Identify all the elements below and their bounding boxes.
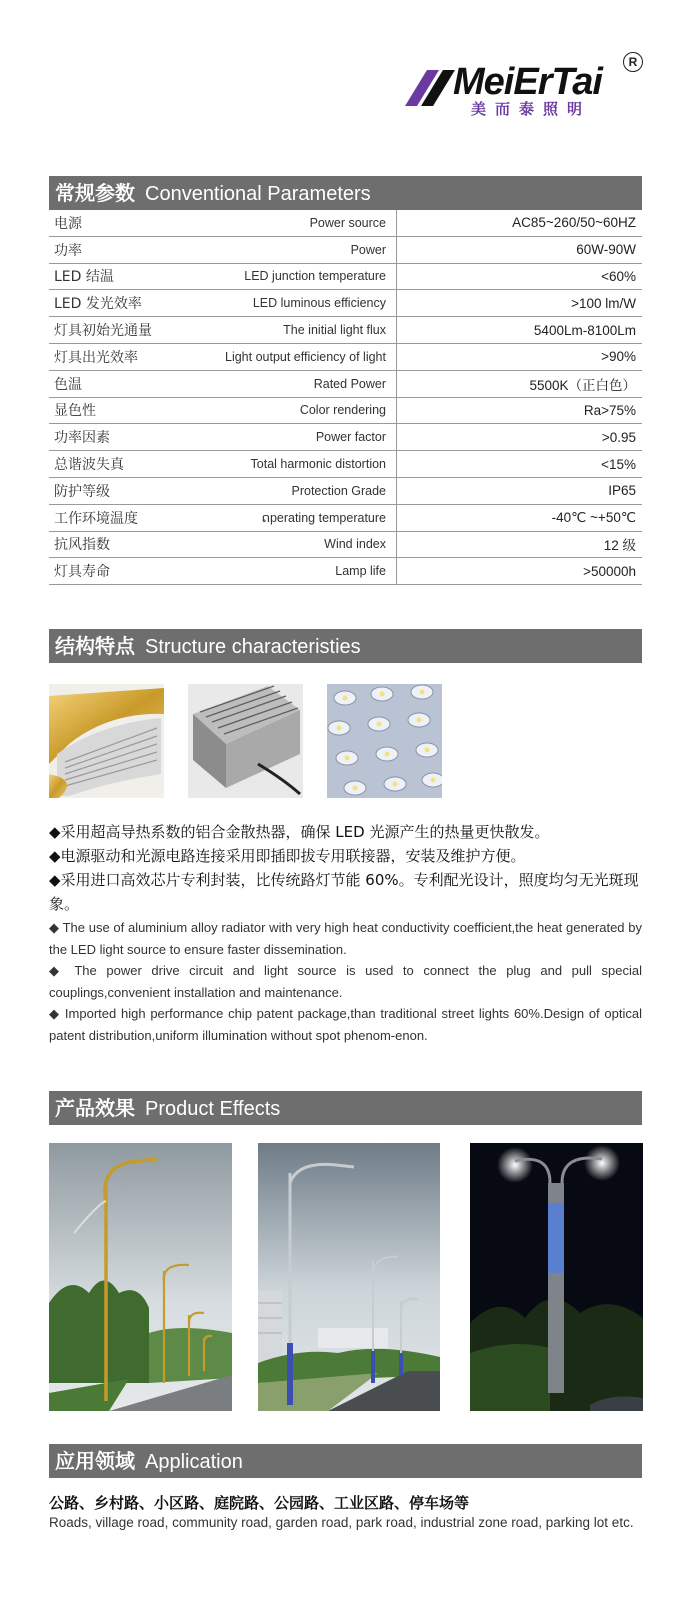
param-value: 5400Lm-8100Lm: [397, 317, 643, 344]
param-name-zh: 灯具初始光通量: [49, 317, 204, 344]
param-name-en: LED junction temperature: [204, 263, 397, 290]
param-name-en: Power factor: [204, 424, 397, 451]
structure-bullets-en: [49, 917, 642, 1046]
param-name-zh: 灯具寿命: [49, 558, 204, 585]
params-row: [49, 236, 642, 263]
param-value: 60W-90W: [397, 236, 643, 263]
params-row: [49, 210, 642, 236]
application-text-zh: 公路、乡村路、小区路、庭院路、公园路、工业区路、停车场等: [49, 1494, 470, 1512]
param-name-en: Total harmonic distortion: [204, 451, 397, 478]
structure-photo-radiator: [188, 684, 303, 798]
params-row: [49, 290, 642, 317]
structure-bullets-zh: [49, 820, 644, 916]
brand-logo: [405, 48, 645, 118]
param-name-en: The initial light flux: [204, 317, 397, 344]
structure-photo-heatsink: [49, 684, 164, 798]
bullet-en-2: ◆ The power drive circuit and light source is used to connect the plug and pull special couplings,convenient installation and maintenance.: [49, 963, 642, 1000]
param-name-en: Lamp life: [204, 558, 397, 585]
params-row: [49, 504, 642, 531]
params-row: [49, 424, 642, 451]
param-value: Ra>75%: [397, 397, 643, 424]
param-name-en: LED luminous efficiency: [204, 290, 397, 317]
param-value: >0.95: [397, 424, 643, 451]
param-name-en: Power: [204, 236, 397, 263]
param-name-en: Rated Power: [204, 370, 397, 397]
params-row: [49, 343, 642, 370]
structure-photo-led-chips: [327, 684, 442, 798]
effect-photo-city-road: [258, 1143, 440, 1411]
param-name-zh: 防护等级: [49, 477, 204, 504]
param-name-zh: 总谐波失真: [49, 451, 204, 478]
param-value: IP65: [397, 477, 643, 504]
section-header-application: [49, 1444, 642, 1478]
registered-mark: R: [623, 52, 643, 72]
param-value: 5500K（正白色）: [397, 370, 643, 397]
section-title-en: Structure characteristies: [145, 636, 361, 658]
bullet-zh-2: ◆电源驱动和光源电路连接采用即插即拔专用联接器，安装及维护方便。: [49, 847, 526, 865]
logo-mark-icon: [405, 66, 455, 106]
section-title-zh: 应用领域: [55, 1449, 135, 1473]
params-row: [49, 263, 642, 290]
param-name-zh: LED 发光效率: [49, 290, 204, 317]
param-name-zh: 工作环境温度: [49, 504, 204, 531]
param-name-en: ດperating temperature: [204, 504, 397, 531]
params-row: [49, 397, 642, 424]
params-row: [49, 477, 642, 504]
param-name-zh: 电源: [49, 210, 204, 236]
section-title-en: Application: [145, 1451, 243, 1473]
effect-photo-night: [470, 1143, 643, 1411]
param-value: >50000h: [397, 558, 643, 585]
params-row: [49, 558, 642, 585]
param-name-en: Wind index: [204, 531, 397, 558]
section-header-params: [49, 176, 642, 210]
section-title-en: Product Effects: [145, 1098, 281, 1120]
section-title-zh: 结构特点: [55, 634, 135, 658]
params-row: [49, 317, 642, 344]
section-title-zh: 产品效果: [55, 1096, 135, 1120]
logo-brand-text: MeiErTai: [453, 61, 602, 103]
param-name-zh: 灯具出光效率: [49, 343, 204, 370]
param-value: >90%: [397, 343, 643, 370]
param-name-en: Color rendering: [204, 397, 397, 424]
param-name-zh: 功率: [49, 236, 204, 263]
logo-brand-cn: 美而泰照明: [471, 100, 592, 118]
section-header-structure: [49, 629, 642, 663]
param-value: 12 级: [397, 531, 643, 558]
params-row: [49, 531, 642, 558]
params-row: [49, 451, 642, 478]
application-text-en: Roads, village road, community road, garden road, park road, industrial zone road, parking lot etc.: [49, 1515, 634, 1530]
param-name-zh: 功率因素: [49, 424, 204, 451]
bullet-zh-3: ◆采用进口高效芯片专利封装，比传统路灯节能 60%。专利配光设计，照度均匀无光斑现象。: [49, 871, 639, 913]
section-header-effects: [49, 1091, 642, 1125]
param-name-en: Power source: [204, 210, 397, 236]
param-name-zh: LED 结温: [49, 263, 204, 290]
bullet-en-1: ◆ The use of aluminium alloy radiator with very high heat conductivity coefficient,the heat generated by the LED light source to ensure faster dissemination.: [49, 920, 642, 957]
param-name-en: Protection Grade: [204, 477, 397, 504]
params-row: [49, 370, 642, 397]
section-title-en: Conventional Parameters: [145, 183, 371, 205]
param-value: <15%: [397, 451, 643, 478]
param-name-zh: 色温: [49, 370, 204, 397]
effect-photo-golden-poles: [49, 1143, 232, 1411]
param-name-zh: 抗风指数: [49, 531, 204, 558]
param-name-zh: 显色性: [49, 397, 204, 424]
param-value: >100 lm/W: [397, 290, 643, 317]
params-table: [49, 210, 642, 585]
param-value: -40℃ ~+50℃: [397, 504, 643, 531]
section-title-zh: 常规参数: [55, 181, 135, 205]
param-value: AC85~260/50~60HZ: [397, 210, 643, 236]
param-value: <60%: [397, 263, 643, 290]
bullet-en-3: ◆ Imported high performance chip patent package,than traditional street lights 60%.Design of optical patent distribution,uniform illumination without spot phenom-enon.: [49, 1006, 642, 1043]
bullet-zh-1: ◆采用超高导热系数的铝合金散热器，确保 LED 光源产生的热量更快散发。: [49, 823, 550, 841]
param-name-en: Light output efficiency of light: [204, 343, 397, 370]
